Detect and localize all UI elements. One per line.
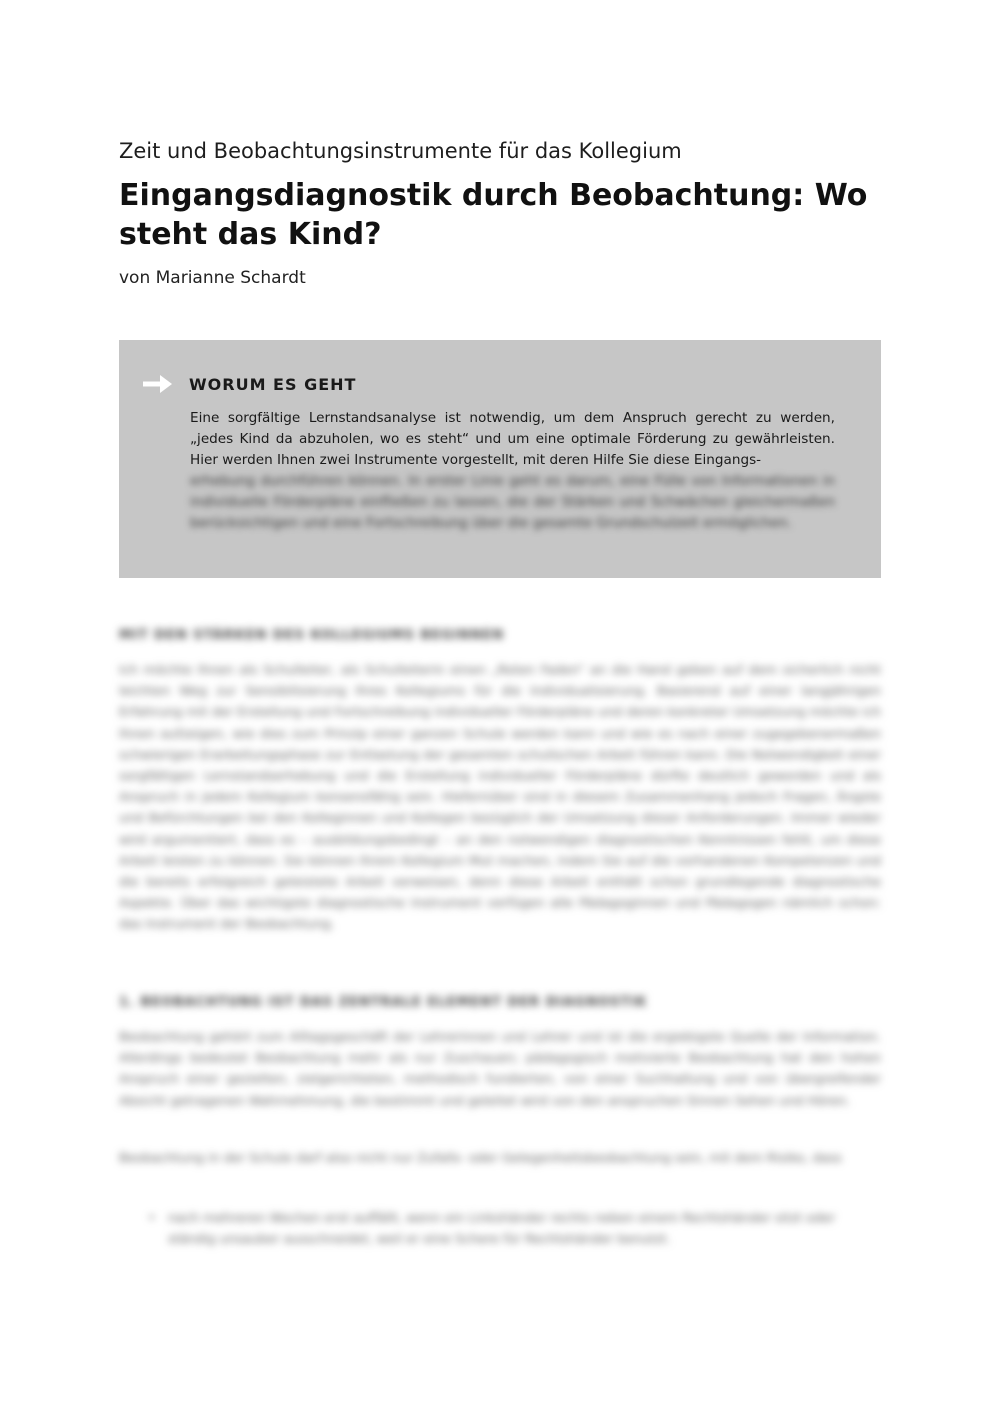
list-item	[148, 1208, 881, 1250]
arrow-right-icon	[143, 374, 173, 394]
author-line: von Marianne Schardt	[119, 268, 306, 288]
section-paragraph: Ich möchte Ihnen als Schulleiter, als Schulleiterin einen „Roten Faden“ an die Hand geben auf dem sicherlich nicht leichten Weg zur Sensibilisierung Ihres Kollegiums für die Individualisierung. Basierend auf einer langjährigen Erfahrung mit der Erstellung und Fortschreibung individueller Förderpläne und deren konkreter Umsetzung möchte ich Ihnen aufzeigen, wie dies zum Prinzip einer ganzen Schule werden kann und wie es nach einer zugegebenermaßen schwierigen Erarbeitungsphase zur Entlastung der gesamten schulischen Arbeit führen kann. Die Notwendigkeit einer sorgfältigen Lernstandserhebung und die Erstellung individueller Förderpläne dürfte deutlich geworden und als Anspruch in jedem Kollegium konsensfähig sein. Hiefernüber sind in diesem Zusammenhang jedoch Fragen, Ängste und Befürchtungen bei den Kolleginnen und Kollegen bezüglich der Umsetzung dieser Anforderungen. Immer wieder wird argumentiert, dass es – ausbildungsbedingt – an den notwendigen diagnostischen Kenntnissen fehlt, um diese Arbeit leisten zu können. Sie können Ihrem Kollegium Mut machen, indem Sie auf die vorhandenen Kompetenzen und die bereits erfolgreich geleistete Arbeit verweisen, denn diese Arbeit enthält schon grundlegende diagnostische Aspekte. Über das wichtigste diagnostische Instrument verfügen alle Pädagoginnen und Pädagogen nämlich schon: das Instrument der Beobachtung.	[119, 663, 881, 933]
summary-box-text: Eine sorgfältige Lernstandsanalyse ist notwendig, um dem Anspruch gerecht zu werden, „jedes Kind da abzuholen, wo es steht“ und um eine optimale Förderung zu gewährleisten. Hier werden Ihnen zwei Instrumente vorgestellt, mit deren Hilfe Sie diese Eingangs-	[190, 410, 835, 468]
section-paragraph: Beobachtung in der Schule darf also nicht nur Zufalls- oder Gelegenheitsbeobachtung sein, mit dem Risiko, dass	[119, 1151, 842, 1166]
section-heading: 1. BEOBACHTUNG IST DAS ZENTRALE ELEMENT DER DIAGNOSTIK	[119, 995, 648, 1010]
summary-box-header	[143, 371, 356, 397]
page-title: Eingangsdiagnostik durch Beobachtung: Wo steht das Kind?	[119, 178, 868, 252]
bullet-icon: •	[148, 1211, 156, 1226]
list-item-text: nach mehreren Wochen erst auffällt, wenn ein Linkshänder rechts neben einem Rechtshänder sitzt oder ständig unsauber ausschneidet, weil er eine Schere für Rechtshänder benutzt.	[168, 1211, 836, 1248]
section-heading: MIT DEN STÄRKEN DES KOLLEGIUMS BEGINNEN	[119, 628, 505, 643]
summary-box	[119, 340, 881, 578]
summary-box-text-blurred: erhebung durchführen können. In erster Linie geht es darum, eine Fülle von Informationen in individuelle Förderpläne einfließen zu lassen, die der Stärken und Schwächen gleichermaßen berücksichtigen und eine Fortschreibung über die gesamte Grundschulzeit ermöglichen.	[190, 473, 835, 531]
series-kicker: Zeit und Beobachtungsinstrumente für das Kollegium	[119, 139, 682, 163]
section-paragraph: Beobachtung gehört zum Alltagsgeschäft der Lehrerinnen und Lehrer und ist die ergiebigste Quelle der Information. Allerdings bedeutet Beobachtung mehr als nur Zuschauen; pädagogisch motivierte Beobachtung hat den hohen Anspruch einer gezielten, zielgerichteten, methodisch fundierten, von einer Suchhaltung und von übergreifender Absicht getragenen Wahrnehmung, die bestimmt und geleitet wird von den anspruchen Sinnen Sehen und Hören.	[119, 1030, 881, 1109]
summary-box-heading: WORUM ES GEHT	[189, 374, 357, 394]
